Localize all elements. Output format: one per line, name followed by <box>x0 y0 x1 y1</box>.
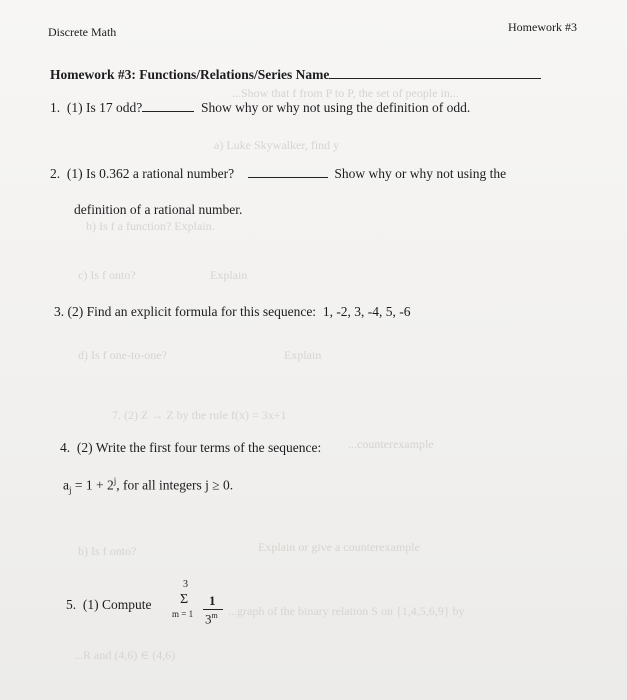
bleed-text-4b: Explain <box>210 268 248 282</box>
bleed-text-10: ...R and (4,6) ∈ (4,6) <box>74 648 176 662</box>
title-text: Homework #3: Functions/Relations/Series <box>50 67 293 82</box>
fraction-bar <box>203 609 223 610</box>
q4-formula-sup: j <box>113 476 117 486</box>
question-5 <box>66 597 152 613</box>
denominator-exponent: m <box>211 611 218 620</box>
q4-formula-mid: = 1 + 2 <box>71 477 114 493</box>
bleed-text-2: a) Luke Skywalker, find y <box>214 138 340 152</box>
q1-answer-blank[interactable] <box>142 110 194 112</box>
q3-number: 3. <box>54 304 65 319</box>
bleed-text-4: c) Is f onto? <box>78 268 136 282</box>
bleed-text-8: b) Is f onto? <box>78 544 137 558</box>
q3-prompt: (2) Find an explicit formula for this sequence: <box>67 304 317 319</box>
q3-sequence: 1, -2, 3, -4, 5, -6 <box>322 304 411 319</box>
q4-formula <box>63 476 233 495</box>
q5-prompt: (1) Compute <box>82 597 152 612</box>
q5-number: 5. <box>66 597 77 612</box>
bleed-text-7: ...counterexample <box>348 437 434 451</box>
name-blank[interactable] <box>329 77 541 79</box>
bleed-text-5: d) Is f one-to-one? <box>78 348 167 362</box>
q2-number: 2. <box>50 166 61 181</box>
bleed-text-3: b) Is f a function? Explain. <box>86 219 215 233</box>
q1-prompt: (1) Is 17 odd? <box>66 100 143 115</box>
course-header: Discrete Math <box>48 25 117 39</box>
bleed-text-1: ...Show that f from P to P, the set of people in... <box>232 86 459 100</box>
bleed-text-9: ...graph of the binary relation S on {1,4,5,6,9} by <box>228 604 465 618</box>
q1-instruction: Show why or why not using the definition of odd. <box>200 100 471 115</box>
question-1 <box>50 100 470 116</box>
q2-prompt: (1) Is 0.362 a rational number? <box>66 166 235 181</box>
fraction-numerator: 1 <box>209 593 216 608</box>
homework-header: Homework #3 <box>508 20 577 34</box>
question-2 <box>50 166 506 182</box>
page-title <box>50 67 541 83</box>
sigma-upper-limit: 3 <box>183 579 188 590</box>
q4-prompt: (2) Write the first four terms of the sequence: <box>76 440 322 455</box>
question-3 <box>54 304 411 320</box>
q2-instruction-cont: definition of a rational number. <box>74 202 243 217</box>
q4-formula-sub: j <box>69 485 72 496</box>
bleed-text-6: 7. (2) Z → Z by the rule f(x) = 3x+1 <box>112 408 287 422</box>
bleed-text-5b: Explain <box>284 348 322 362</box>
q4-formula-a: a <box>63 477 69 493</box>
q2-instruction: Show why or why not using the <box>334 166 507 181</box>
q4-number: 4. <box>60 440 71 455</box>
fraction-denominator <box>205 611 218 627</box>
question-4 <box>60 440 321 456</box>
sigma-lower-limit: m = 1 <box>172 609 194 619</box>
name-label: Name <box>295 67 330 82</box>
denominator-base: 3 <box>205 611 212 627</box>
sigma-symbol: Σ <box>180 592 189 607</box>
q1-number: 1. <box>50 100 61 115</box>
q2-answer-blank[interactable] <box>248 176 328 178</box>
q4-formula-end: , for all integers j ≥ 0. <box>116 477 234 493</box>
bleed-text-8b: Explain or give a counterexample <box>258 540 420 554</box>
